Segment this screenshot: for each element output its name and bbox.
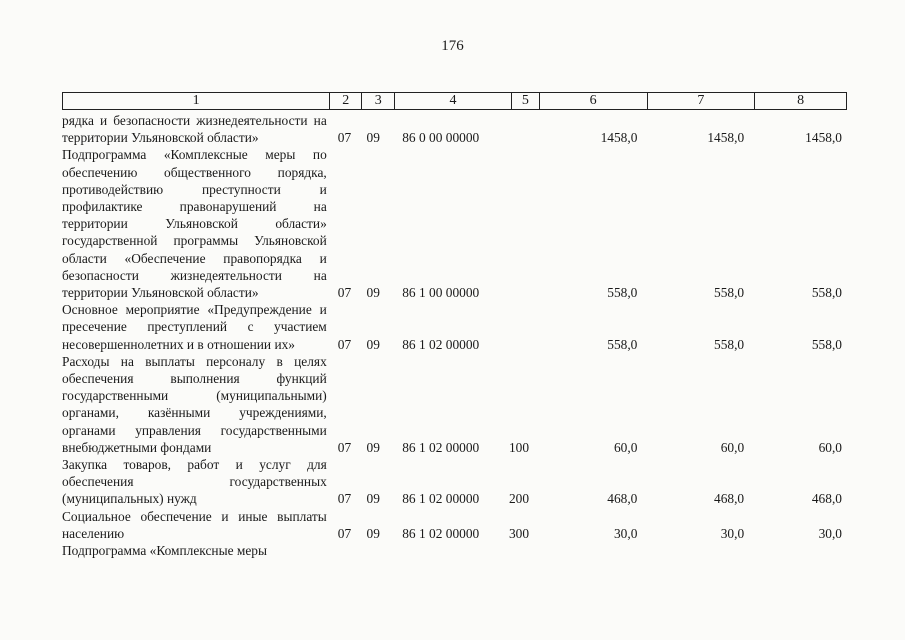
row-description: Социальное обеспечение и иные выплаты населению — [62, 508, 327, 541]
row-section: 07 — [337, 525, 352, 541]
row-description: Основное мероприятие «Предупреждение и пресечение преступлений с участием несовершеннолетних и в отношении их» — [62, 302, 327, 352]
row-expense-type: 300 — [508, 525, 530, 541]
row-subsection: 09 — [366, 525, 380, 541]
row-description: Закупка товаров, работ и услуг для обеспечения государственных (муниципальных) нужд — [62, 457, 327, 507]
table-row — [62, 508, 847, 542]
header-col-4: 4 — [395, 93, 512, 109]
row-description: Подпрограмма «Комплексные меры — [62, 543, 267, 559]
row-expense-type: 100 — [508, 439, 530, 455]
row-section: 07 — [337, 130, 352, 146]
table-row — [62, 146, 847, 301]
row-section: 07 — [337, 285, 352, 301]
page-number: 176 — [441, 38, 464, 54]
row-amount-2: 558,0 — [714, 285, 745, 301]
row-amount-2: 558,0 — [714, 336, 745, 352]
table-header-row — [62, 92, 847, 110]
row-target-code: 86 1 02 00000 — [402, 439, 480, 455]
row-expense-type: 200 — [508, 491, 530, 507]
row-amount-1: 558,0 — [607, 336, 638, 352]
row-description: Подпрограмма «Комплексные меры по обеспечению общественного порядка, противодействию преступности и профилактике правонарушений на территории Ульяновской области» государственной программы Ульяновской области «Обеспечение правопорядка и безопасности жизнедеятельности на территории Ульяновской области» — [62, 147, 327, 301]
row-section: 07 — [337, 336, 352, 352]
table-body — [62, 112, 847, 559]
row-amount-2: 30,0 — [720, 525, 745, 541]
row-target-code: 86 1 00 00000 — [402, 285, 480, 301]
row-subsection: 09 — [366, 285, 380, 301]
row-target-code: 86 1 02 00000 — [402, 525, 480, 541]
header-col-8: 8 — [797, 93, 805, 108]
header-col-3: 3 — [362, 93, 395, 109]
row-section: 07 — [337, 439, 352, 455]
header-col-5: 5 — [512, 93, 540, 109]
header-col-2: 2 — [330, 93, 362, 109]
row-target-code: 86 0 00 00000 — [402, 130, 480, 146]
table-row — [62, 301, 847, 353]
row-section: 07 — [337, 491, 352, 507]
row-subsection: 09 — [366, 439, 380, 455]
header-col-1: 1 — [63, 93, 330, 109]
row-description: рядка и безопасности жизнедеятельности на территории Ульяновской области» — [62, 113, 327, 146]
header-col-7: 7 — [648, 93, 756, 109]
row-amount-1: 60,0 — [613, 439, 638, 455]
row-amount-3: 468,0 — [811, 491, 842, 507]
row-subsection: 09 — [366, 491, 380, 507]
row-amount-1: 30,0 — [613, 525, 638, 541]
row-subsection: 09 — [366, 336, 380, 352]
row-amount-3: 60,0 — [818, 439, 842, 455]
table-row — [62, 456, 847, 508]
row-amount-3: 558,0 — [811, 285, 842, 301]
row-amount-3: 558,0 — [811, 336, 842, 352]
row-target-code: 86 1 02 00000 — [402, 336, 480, 352]
row-amount-2: 1458,0 — [707, 130, 745, 146]
row-target-code: 86 1 02 00000 — [402, 491, 480, 507]
row-amount-3: 30,0 — [818, 525, 842, 541]
table-row — [62, 112, 847, 146]
row-subsection: 09 — [366, 130, 380, 146]
header-col-6: 6 — [540, 93, 648, 109]
row-amount-1: 468,0 — [607, 491, 638, 507]
row-amount-2: 60,0 — [720, 439, 745, 455]
row-amount-2: 468,0 — [714, 491, 745, 507]
table-row — [62, 353, 847, 456]
row-description: Расходы на выплаты персоналу в целях обеспечения выполнения функций государственными (муниципальными) органами, казёнными учреждениями, органами управления государственными внебюджетными фондами — [62, 353, 327, 455]
table-row — [62, 542, 847, 559]
row-amount-1: 1458,0 — [600, 130, 638, 146]
row-amount-3: 1458,0 — [805, 130, 842, 146]
row-amount-1: 558,0 — [607, 285, 638, 301]
